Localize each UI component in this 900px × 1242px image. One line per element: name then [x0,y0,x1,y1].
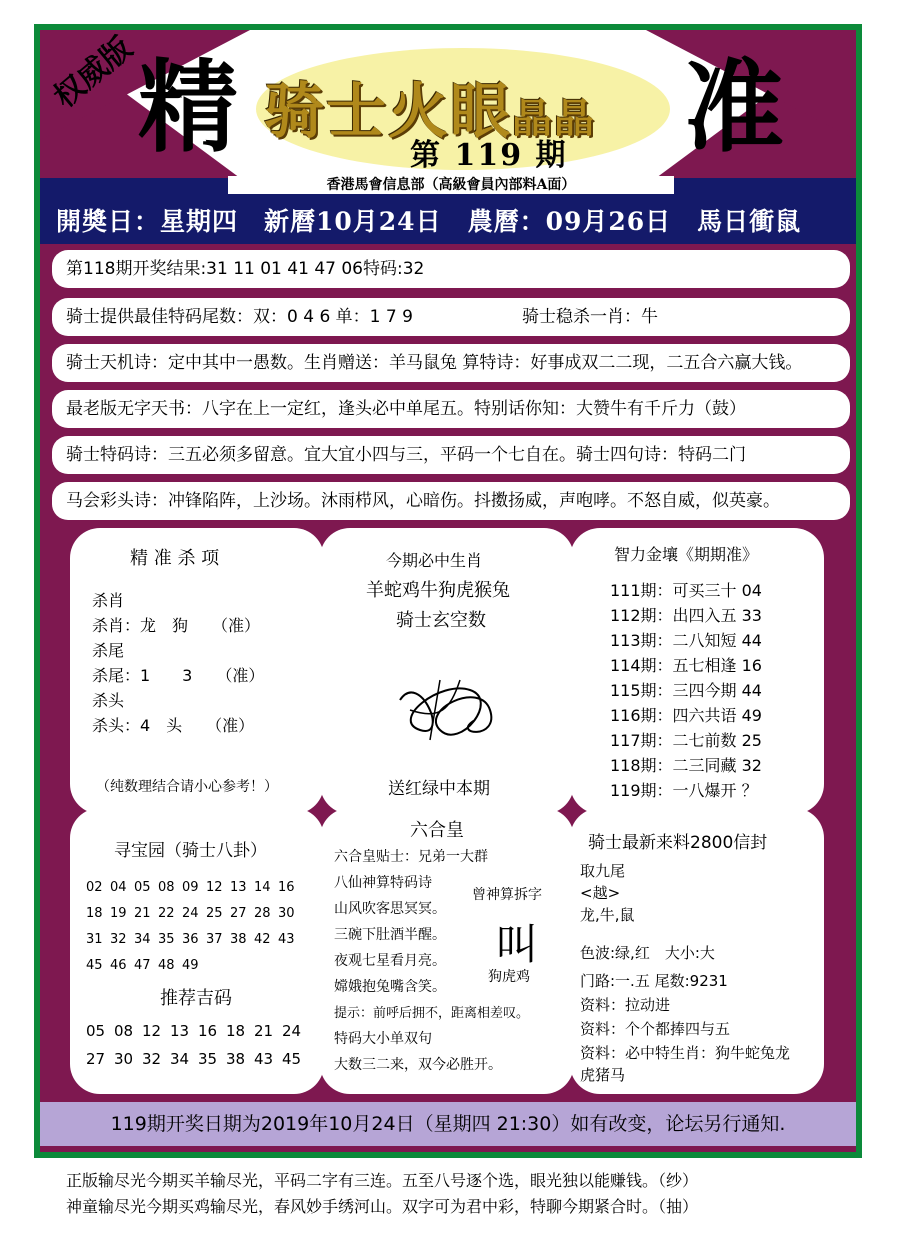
liuhe-row: 山风吹客思冥冥。 [334,901,446,917]
bottom-poem: 正版输尽光今期买羊输尽光，平码二字有三连。五至八号逐个选，眼光独以能赚钱。（纱） [66,1171,699,1190]
number-cell: 27 [230,906,247,921]
number-cell: 02 [86,880,103,895]
wisdom-row: 117期：二七前数 25 [610,731,762,750]
number-cell: 37 [206,932,223,947]
number-cell: 38 [230,932,247,947]
liuhe-row: 特码大小单双句 [334,1031,432,1047]
number-cell: 12 [142,1022,162,1040]
latest-row: 取九尾 [580,862,626,880]
kill-row: 杀肖 [92,591,125,610]
draw-info: 開奬日：星期四 新曆10月24日 農曆：09月26日 馬日衝鼠 [56,207,802,236]
treasure-card [70,808,324,1094]
kill-note: （纯数理结合请小心参考！） [96,779,278,795]
issue-number: 第 119 期 [410,138,568,173]
number-cell: 45 [282,1050,302,1068]
number-cell: 45 [86,958,103,973]
poster-body [40,30,856,1152]
notice-bar: 119期开奖日期为2019年10月24日（星期四 21:30）如有改变，论坛另行通知. [40,1102,856,1146]
number-cell: 21 [134,906,151,921]
zodiac-subtitle: 骑士玄空数 [396,610,486,631]
kill-row: 杀尾：1 3 （准） [92,666,265,685]
liuhe-row: 夜观七星看月亮。 [334,953,446,969]
wisdom-row: 112期：出四入五 33 [610,606,762,625]
zodiac-card [320,528,574,814]
latest-row: 资料：拉动进 [580,996,671,1014]
number-cell: 32 [110,932,127,947]
special-line: 骑士特码诗：三五必须多留意。宜大宜小四与三，平码一个七自在。骑士四句诗：特码二门 [52,436,850,474]
treasure-title: 寻宝园（骑士八卦） [114,841,267,861]
number-cell: 18 [226,1022,246,1040]
latest-row: 色波:绿,红 大小:大 [580,944,715,962]
chaizi-title: 曾神算拆字 [472,887,542,903]
zodiac-animals: 羊蛇鸡牛狗虎猴兔 [366,580,510,601]
lucky-title: 推荐吉码 [160,988,232,1009]
wisdom-row: 116期：四六共语 49 [610,706,762,725]
number-cell: 14 [254,880,271,895]
number-cell: 19 [110,906,127,921]
wisdom-title: 智力金壤《期期准》 [614,545,759,564]
liuhe-row: 六合皇贴士：兄弟一大群 [334,849,488,865]
dept-label: 香港馬會信息部（高級會員內部料A面） [228,176,674,194]
latest-title: 骑士最新来料2800信封 [588,833,768,853]
number-cell: 30 [114,1050,134,1068]
kill-card [70,528,324,814]
number-cell: 32 [142,1050,162,1068]
number-cell: 36 [182,932,199,947]
wisdom-row: 115期：三四今期 44 [610,681,762,700]
wisdom-row: 118期：二三同藏 32 [610,756,762,775]
tail-line [52,298,850,336]
number-cell: 21 [254,1022,274,1040]
title-right-char: 准 [684,49,784,166]
lucky-row [86,1022,310,1040]
chaizi-answer: 狗虎鸡 [488,969,530,985]
latest-card [570,808,824,1094]
number-cell: 22 [158,906,175,921]
result-line: 第118期开奖结果:31 11 01 41 47 06特码:32 [52,250,850,288]
chaizi-char: 叫 [496,920,539,969]
liuhe-row: 嫦娥抱兔嘴含笑。 [334,979,446,995]
kill-title: 精 准 杀 项 [130,548,220,569]
number-cell: 30 [278,906,295,921]
bottom-poem: 神童输尽光今期买鸡输尽光，春风妙手绣河山。双字可为君中彩，特聊今期紧合时。（抽） [66,1197,699,1216]
number-cell: 35 [158,932,175,947]
treasure-row [86,880,302,895]
number-cell: 18 [86,906,103,921]
number-cell: 12 [206,880,223,895]
number-cell: 16 [278,880,295,895]
lucky-row [86,1050,310,1068]
number-cell: 35 [198,1050,218,1068]
poem-line: 骑士天机诗：定中其中一愚数。生肖赠送：羊马鼠兔 算特诗：好事成双二二现，二五合六赢大钱。 [52,344,850,382]
number-cell: 47 [134,958,151,973]
latest-row: 门路:一.五 尾数:9231 [580,972,728,990]
number-cell: 42 [254,932,271,947]
number-cell: 04 [110,880,127,895]
liuhe-title: 六合皇 [410,820,464,841]
brand-small: 晶晶 [512,96,596,142]
latest-row: 资料：必中特生肖：狗牛蛇兔龙 [580,1044,791,1062]
header [40,30,856,178]
liuhe-row: 大数三二来，双今必胜开。 [334,1057,502,1073]
liuhe-row: 提示：前呼后拥不，距离相差叹。 [334,1006,530,1021]
number-cell: 49 [182,958,199,973]
wisdom-row: 119期：一八爆开 ？ [610,781,758,800]
tail-text: 骑士提供最佳特码尾数：双：0 4 6 单：1 7 9 [66,307,413,327]
treasure-row [86,932,302,947]
signature-scribble [380,660,520,760]
latest-row: 龙,牛,鼠 [580,906,635,924]
number-cell: 46 [110,958,127,973]
number-cell: 25 [206,906,223,921]
number-cell: 24 [282,1022,302,1040]
number-cell: 43 [254,1050,274,1068]
liuhe-card [320,808,574,1094]
brand-main: 骑士火眼 [264,77,512,147]
poster-frame [34,24,862,1158]
number-cell: 05 [134,880,151,895]
book-line: 最老版无字天书：八字在上一定红，逢头必中单尾五。特别话你知：大赞牛有千斤力（鼓） [52,390,850,428]
number-cell: 09 [182,880,199,895]
number-cell: 08 [158,880,175,895]
number-cell: 27 [86,1050,106,1068]
liuhe-row: 三碗下肚酒半醒。 [334,927,446,943]
treasure-row [86,958,206,973]
kill-row: 杀头 [92,691,125,710]
wisdom-row: 111期：可买三十 04 [610,581,762,600]
zodiac-title: 今期必中生肖 [386,551,483,570]
lottery-poem-line: 马会彩头诗：冲锋陷阵，上沙场。沐雨栉风，心暗伤。抖擞扬威，声咆哮。不怒自威，似英豪。 [52,482,850,520]
number-cell: 08 [114,1022,134,1040]
number-cell: 13 [170,1022,190,1040]
number-cell: 34 [170,1050,190,1068]
number-cell: 05 [86,1022,106,1040]
wisdom-row: 114期：五七相逢 16 [610,656,762,675]
liuhe-row: 八仙神算特码诗 [334,875,432,891]
kill-row: 杀肖：龙 狗 （准） [92,616,261,635]
number-cell: 34 [134,932,151,947]
zodiac-footer: 送红绿中本期 [388,779,490,799]
kill-row: 杀尾 [92,641,125,660]
treasure-row [86,906,302,921]
edition-badge: 权威版 [47,30,139,116]
number-cell: 43 [278,932,295,947]
number-cell: 28 [254,906,271,921]
number-cell: 31 [86,932,103,947]
wisdom-card [570,528,824,814]
title-left-char: 精 [138,49,238,166]
kill-row: 杀头：4 头 （准） [92,716,255,735]
number-cell: 13 [230,880,247,895]
kill-zodiac-text: 骑士稳杀一肖：牛 [522,307,658,327]
number-cell: 24 [182,906,199,921]
number-cell: 48 [158,958,175,973]
latest-row: 虎猪马 [580,1066,626,1084]
number-cell: 38 [226,1050,246,1068]
latest-row: 资料：个个都捧四与五 [580,1020,731,1038]
number-cell: 16 [198,1022,218,1040]
wisdom-row: 113期：二八知短 44 [610,631,762,650]
latest-row: <越> [580,884,621,902]
